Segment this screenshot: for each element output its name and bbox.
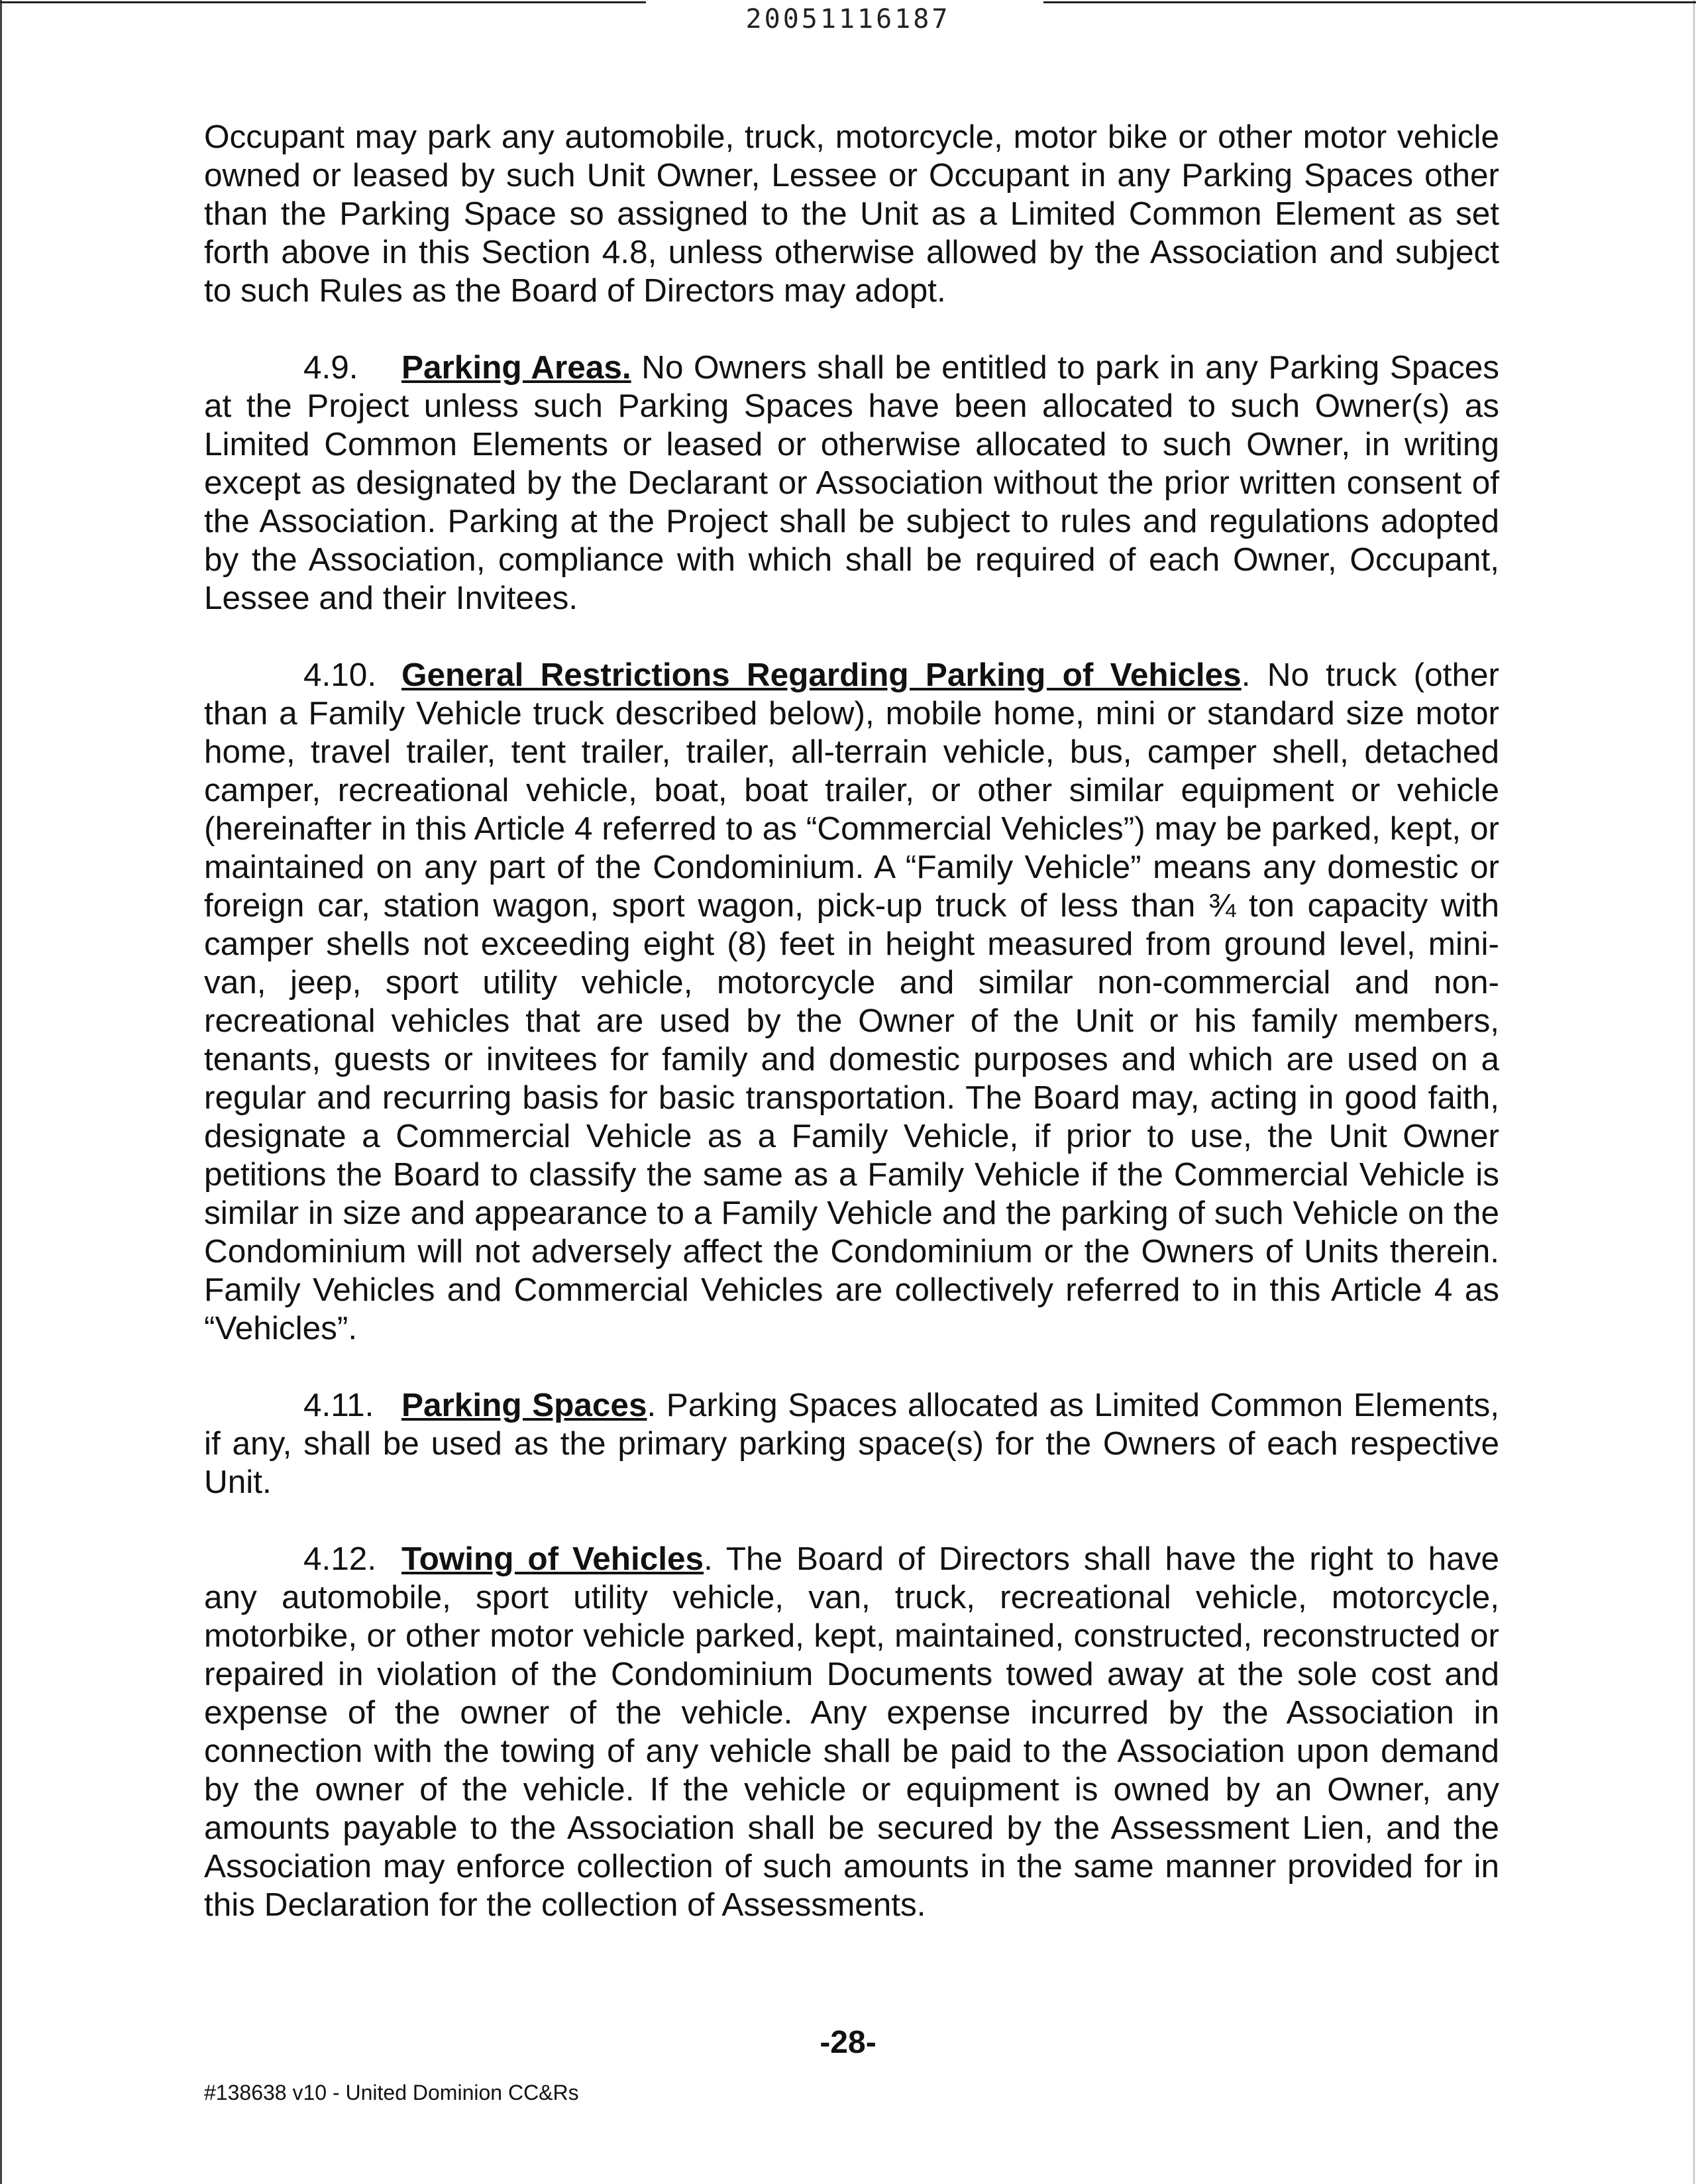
page-number: -28- xyxy=(820,2025,876,2060)
top-rule-left xyxy=(0,1,646,3)
document-id-footer: #138638 v10 - United Dominion CC&Rs xyxy=(204,2081,579,2104)
section-number: 4.9. xyxy=(303,349,358,386)
top-rule-right xyxy=(1043,1,1696,3)
scan-right-edge xyxy=(1693,0,1695,2184)
continuation-paragraph: Occupant may park any automobile, truck, motorcycle, motor bike or other motor vehicle owned or leased by such Unit Owner, Lessee or Occupant in any Parking Spaces other than the Parking Space so assigned to the Unit as a Limited Common Element as set forth above in this Section 4.8, unless otherwise allowed by the Association and subject to such Rules as the Board of Directors may adopt. xyxy=(204,119,1499,309)
section-number: 4.12. xyxy=(303,1541,377,1577)
section-4-11 xyxy=(204,1386,1499,1502)
section-number: 4.11. xyxy=(303,1387,374,1423)
section-text: . Parking Spaces allocated as Limited Common Elements, if any, shall be used as the primary parking space(s) for the Owners of each respective Unit. xyxy=(204,1387,1499,1500)
section-text: . No truck (other than a Family Vehicle truck described below), mobile home, mini or standard size motor home, travel trailer, tent trailer, trailer, all-terrain vehicle, bus, camper shell, detached camper, recreational vehicle, boat, boat trailer, or other similar equipment or vehicle (hereinafter in this Article 4 referred to as “Commercial Vehicles”) may be parked, kept, or maintained on any part of the Condominium. A “Family Vehicle” means any domestic or foreign car, station wagon, sport wagon, pick-up truck of less than ¾ ton capacity with camper shells not exceeding eight (8) feet in height measured from ground level, mini-van, jeep, sport utility vehicle, motorcycle and similar non-commercial and non-recreational vehicles that are used by the Owner of the Unit or his family members, tenants, guests or invitees for family and domestic purposes and which are used on a regular and recurring basis for basic transportation. The Board may, acting in good faith, designate a Commercial Vehicle as a Family Vehicle, if prior to use, the Unit Owner petitions the Board to classify the same as a Family Vehicle if the Commercial Vehicle is similar in size and appearance to a Family Vehicle and the parking of such Vehicle on the Condominium will not adversely affect the Condominium or the Owners of Units therein. Family Vehicles and Commercial Vehicles are collectively referred to in this Article 4 as “Vehicles”. xyxy=(204,657,1499,1346)
recording-number: 20051116187 xyxy=(745,4,951,34)
document-body xyxy=(204,118,1499,1963)
section-heading: General Restrictions Regarding Parking of Vehicles xyxy=(401,657,1242,693)
section-heading: Parking Areas. xyxy=(401,349,631,386)
section-text: . The Board of Directors shall have the right to have any automobile, sport utility vehicle, van, truck, recreational vehicle, motorcycle, motorbike, or other motor vehicle parked, kept, maintained, constructed, reconstructed or repaired in violation of the Condominium Documents towed away at the sole cost and expense of the owner of the vehicle. Any expense incurred by the Association in connection with the towing of any vehicle shall be paid to the Association upon demand by the owner of the vehicle. If the vehicle or equipment is owned by an Owner, any amounts payable to the Association shall be secured by the Assessment Lien, and the Association may enforce collection of such amounts in the same manner provided for in this Declaration for the collection of Assessments. xyxy=(204,1541,1499,1923)
section-heading: Towing of Vehicles xyxy=(401,1541,704,1577)
scan-left-edge xyxy=(0,0,2,2184)
section-heading: Parking Spaces xyxy=(401,1387,647,1423)
section-text: No Owners shall be entitled to park in any Parking Spaces at the Project unless such Parking Spaces have been allocated to such Owner(s) as Limited Common Elements or leased or otherwise allocated to such Owner, in writing except as designated by the Declarant or Association without the prior written consent of the Association. Parking at the Project shall be subject to rules and regulations adopted by the Association, compliance with which shall be required of each Owner, Occupant, Lessee and their Invitees. xyxy=(204,349,1499,616)
section-4-12 xyxy=(204,1540,1499,1924)
section-4-10 xyxy=(204,656,1499,1348)
section-4-9 xyxy=(204,349,1499,618)
section-number: 4.10. xyxy=(303,657,377,693)
